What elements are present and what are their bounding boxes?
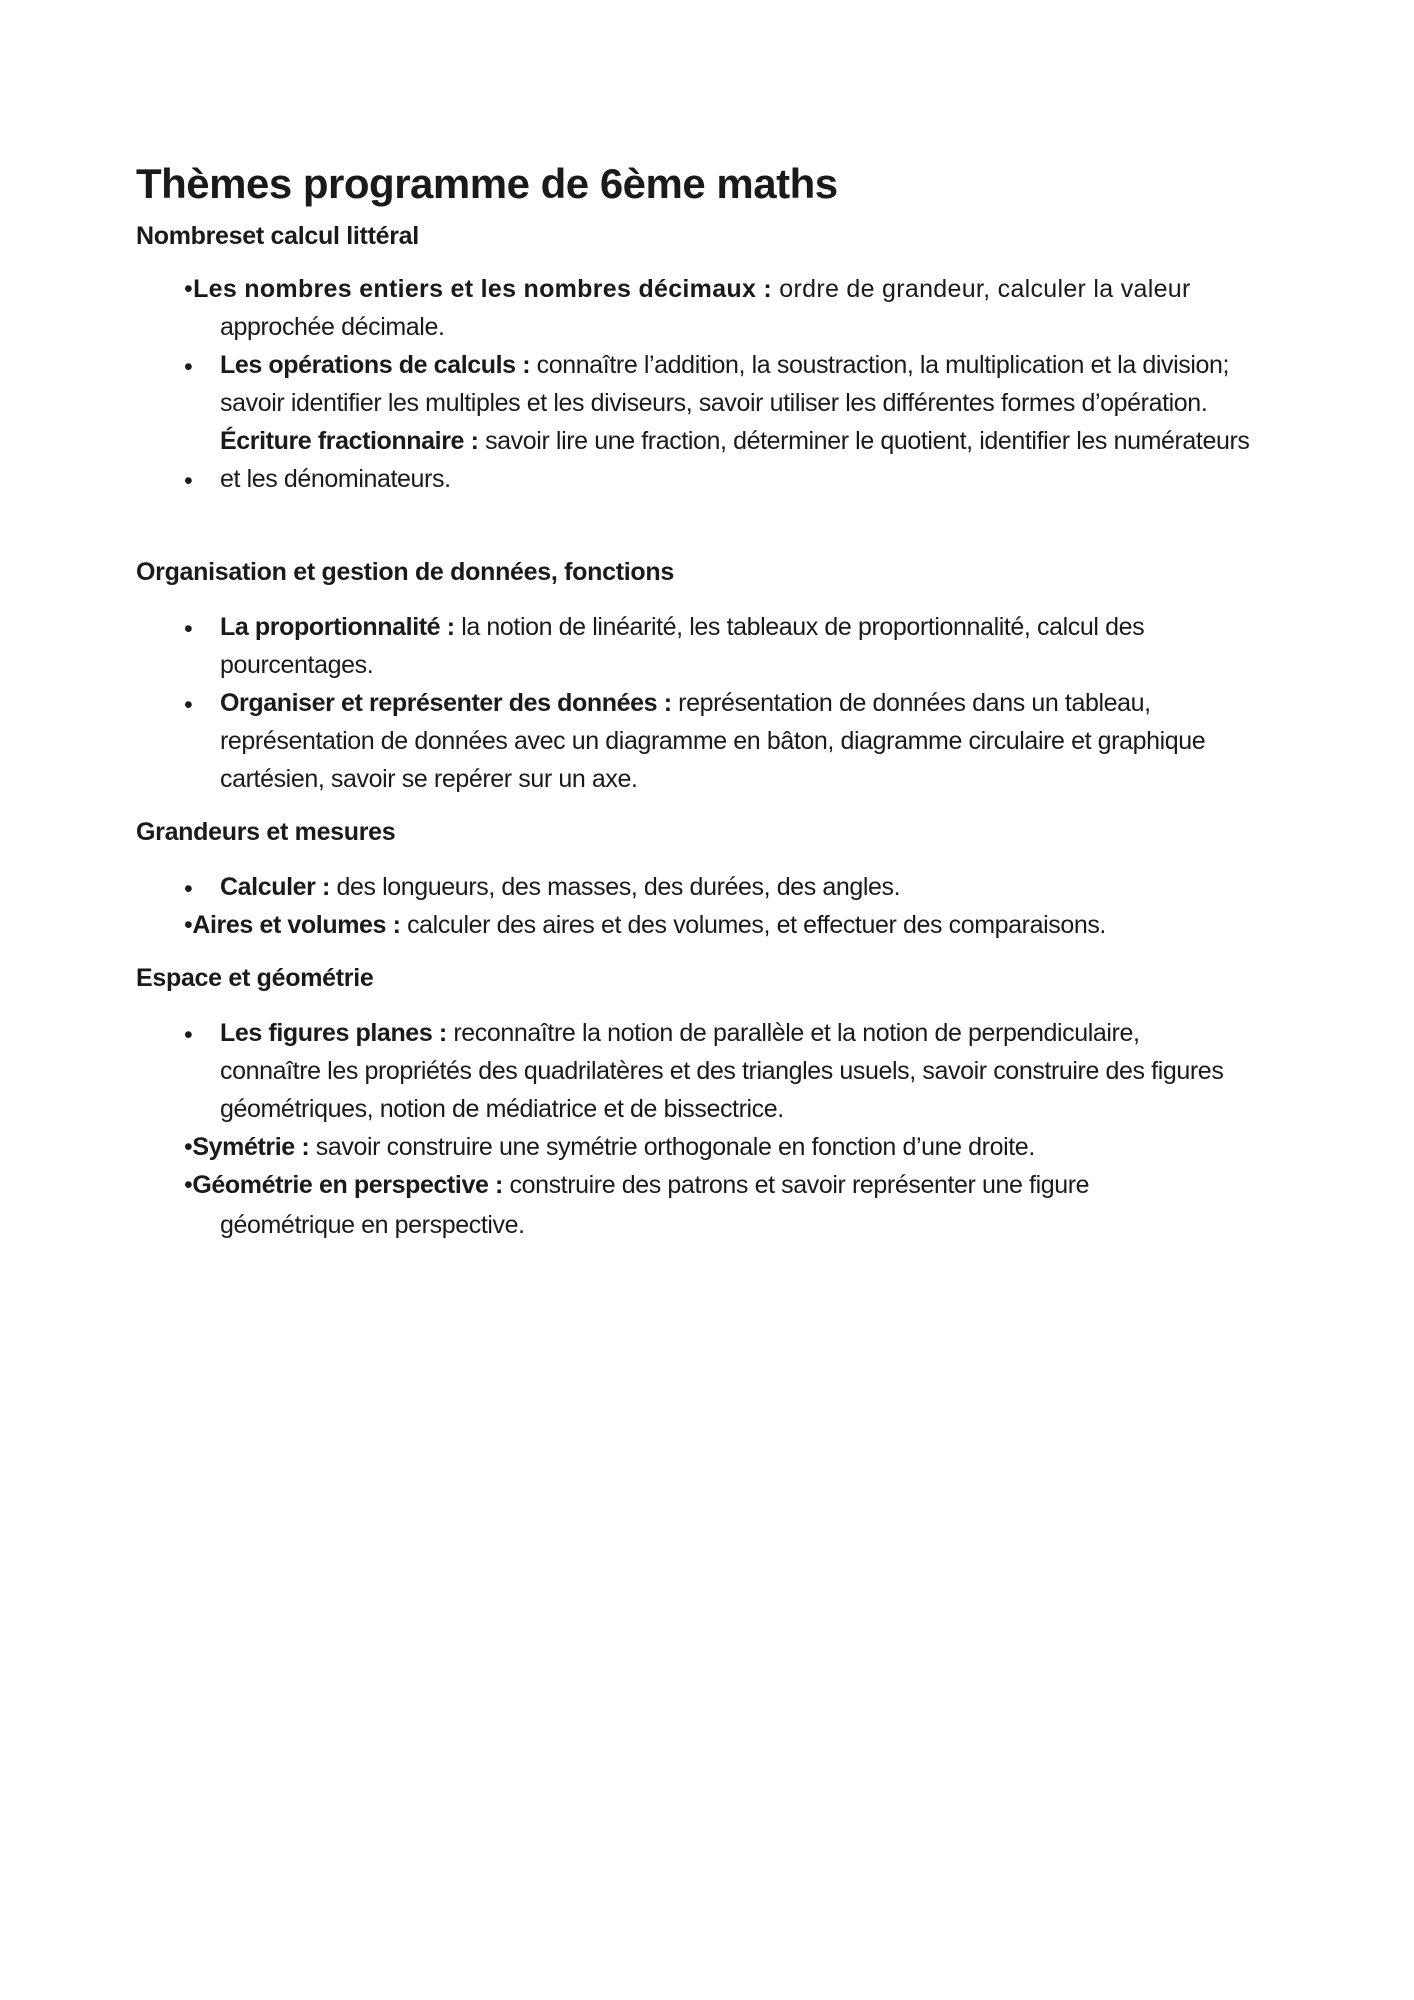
- section-heading-nombres: Nombreset calcul littéral: [136, 222, 419, 250]
- item-text: ordre de grandeur, calculer la valeur: [772, 275, 1191, 303]
- bullet-icon: •: [184, 691, 193, 719]
- list-item: [220, 350, 1229, 380]
- item-term: Géométrie en perspective :: [192, 1171, 503, 1199]
- item-term: Aires et volumes :: [192, 911, 401, 939]
- item-term: Les figures planes :: [220, 1019, 447, 1047]
- section-heading-organisation: Organisation et gestion de données, fonctions: [136, 558, 674, 586]
- bullet-icon: •: [184, 353, 193, 381]
- item-text: calculer des aires et des volumes, et effectuer des comparaisons.: [400, 911, 1106, 939]
- item-text: représentation de données dans un tableau,: [671, 689, 1151, 717]
- page-title: Thèmes programme de 6ème maths: [136, 160, 838, 207]
- item-text: connaître l’addition, la soustraction, la multiplication et la division;: [530, 351, 1230, 379]
- item-text: construire des patrons et savoir représenter une figure: [502, 1171, 1090, 1199]
- list-item: •Symétrie : savoir construire une symétrie orthogonale en fonction d’une droite.: [184, 1133, 1035, 1161]
- bullet-icon: •: [184, 1021, 193, 1049]
- item-continuation: connaître les propriétés des quadrilatères et des triangles usuels, savoir construire des figures: [220, 1057, 1224, 1085]
- item-continuation: représentation de données avec un diagramme en bâton, diagramme circulaire et graphique: [220, 727, 1206, 755]
- item-term: Organiser et représenter des données :: [220, 689, 672, 717]
- item-text: reconnaître la notion de parallèle et la notion de perpendiculaire,: [446, 1019, 1140, 1047]
- item-continuation: et les dénominateurs.: [220, 465, 451, 493]
- item-continuation: approchée décimale.: [220, 313, 445, 341]
- item-term: La proportionnalité :: [220, 613, 455, 641]
- item-continuation: géométrique en perspective.: [220, 1211, 525, 1239]
- bullet-icon: •: [184, 875, 193, 903]
- list-item: [220, 872, 900, 902]
- item-continuation: savoir identifier les multiples et les diviseurs, savoir utiliser les différentes formes d’opération.: [220, 389, 1208, 417]
- list-item: [220, 612, 1144, 642]
- list-item: •Géométrie en perspective : construire des patrons et savoir représenter une figure: [184, 1171, 1090, 1199]
- bullet-icon: •: [184, 615, 193, 643]
- item-term: Symétrie :: [192, 1133, 310, 1161]
- item-text: des longueurs, des masses, des durées, des angles.: [329, 873, 901, 901]
- item-continuation: cartésien, savoir se repérer sur un axe.: [220, 765, 638, 793]
- list-item: •Les nombres entiers et les nombres décimaux : ordre de grandeur, calculer la valeur: [184, 275, 1191, 303]
- item-text: savoir construire une symétrie orthogonale en fonction d’une droite.: [309, 1133, 1035, 1161]
- list-item: [220, 1018, 1140, 1048]
- section-heading-espace: Espace et géométrie: [136, 964, 374, 992]
- item-continuation: pourcentages.: [220, 651, 374, 679]
- list-item: [220, 688, 1151, 718]
- item-term: Les opérations de calculs :: [220, 351, 531, 379]
- item-text: la notion de linéarité, les tableaux de proportionnalité, calcul des: [454, 613, 1145, 641]
- list-item: [220, 426, 1250, 456]
- list-item: •Aires et volumes : calculer des aires et des volumes, et effectuer des comparaisons.: [184, 911, 1106, 939]
- item-term: Calculer :: [220, 873, 330, 901]
- item-continuation: géométriques, notion de médiatrice et de bissectrice.: [220, 1095, 784, 1123]
- item-term: Écriture fractionnaire :: [220, 427, 479, 455]
- bullet-icon: •: [184, 467, 193, 495]
- item-term: Les nombres entiers et les nombres décimaux :: [193, 275, 773, 303]
- item-text: savoir lire une fraction, déterminer le quotient, identifier les numérateurs: [478, 427, 1250, 455]
- section-heading-grandeurs: Grandeurs et mesures: [136, 818, 396, 846]
